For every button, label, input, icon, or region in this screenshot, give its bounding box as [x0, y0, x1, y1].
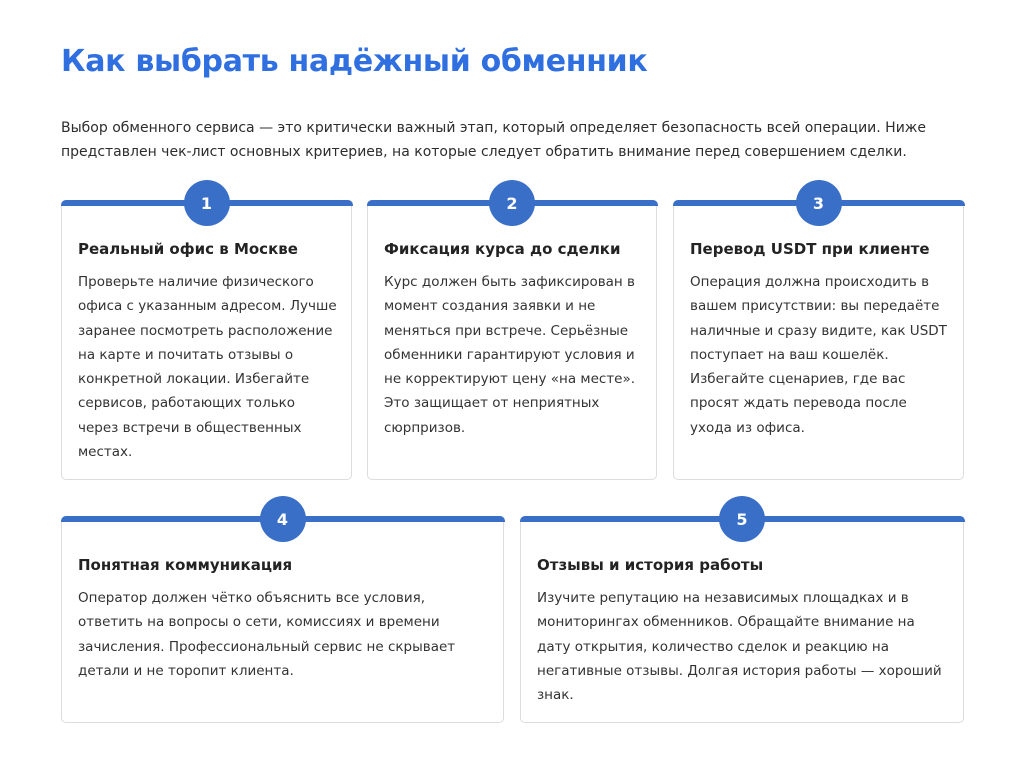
checklist-card-rate-fixation	[367, 193, 657, 480]
card-title: Понятная коммуникация	[78, 556, 293, 574]
card-body: Курс должен быть зафиксирован в момент создания заявки и не меняться при встрече. Серьёзные обменники гарантируют условия и не корректируют цену «на месте». Это защищает от неприятных сюрпризов.	[384, 274, 636, 436]
card-title: Отзывы и история работы	[537, 556, 764, 574]
checklist-card-communication	[61, 509, 504, 723]
card-body: Проверьте наличие физического офиса с указанным адресом. Лучше заранее посмотреть расположение на карте и почитать отзывы о конкретной локации. Избегайте сервисов, работающих только через встречи в общественных местах.	[78, 274, 337, 461]
step-number-badge: 3	[796, 180, 842, 226]
checklist-card-office	[61, 193, 352, 480]
checklist-card-usdt-transfer	[673, 193, 964, 480]
card-body: Операция должна происходить в вашем присутствии: вы передаёте наличные и сразу видите, как USDT поступает на ваш кошелёк. Избегайте сценариев, где вас просят ждать перевода после ухода из офиса.	[690, 274, 947, 436]
card-title: Фиксация курса до сделки	[384, 240, 621, 258]
step-number-badge: 1	[184, 180, 230, 226]
step-number-badge: 2	[489, 180, 535, 226]
step-number-badge: 5	[719, 496, 765, 542]
intro-paragraph: Выбор обменного сервиса — это критически важный этап, который определяет безопасность всей операции. Ниже представлен чек-лист основных критериев, на которые следует обратить внимание перед совершением сделки.	[61, 120, 927, 160]
checklist-card-reviews	[520, 509, 964, 723]
page-title: Как выбрать надёжный обменник	[61, 44, 648, 79]
card-title: Реальный офис в Москве	[78, 240, 298, 258]
card-title: Перевод USDT при клиенте	[690, 240, 930, 258]
card-body: Оператор должен чётко объяснить все условия, ответить на вопросы о сети, комиссиях и времени зачисления. Профессиональный сервис не скрывает детали и не торопит клиента.	[78, 590, 456, 679]
step-number-badge: 4	[260, 496, 306, 542]
card-body: Изучите репутацию на независимых площадках и в мониторингах обменников. Обращайте внимание на дату открытия, количество сделок и реакцию на негативные отзывы. Долгая история работы — хороший знак.	[537, 590, 942, 704]
